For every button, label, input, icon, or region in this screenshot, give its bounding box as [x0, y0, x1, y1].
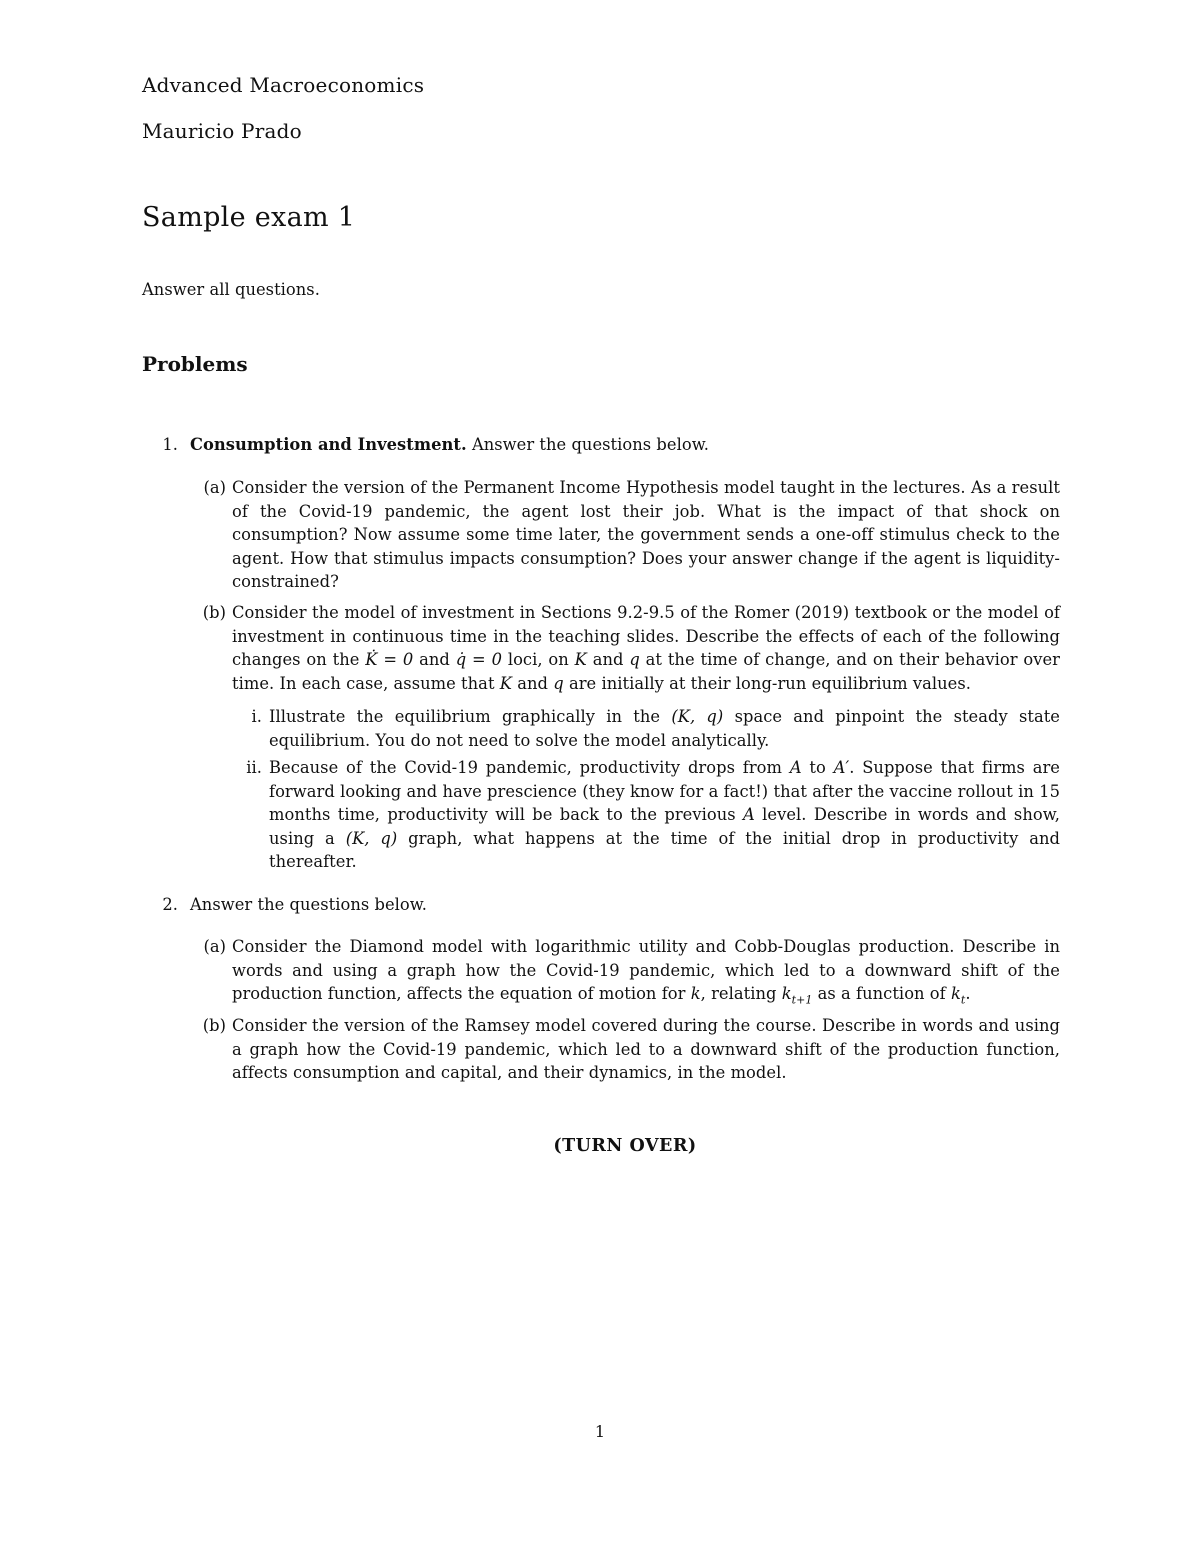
problem-1b-i-text: [269, 705, 1060, 752]
problem-1b-and-2: and: [592, 650, 624, 669]
problem-1b-ii-text: [269, 756, 1060, 874]
var-q: q: [629, 650, 640, 669]
course-name: Advanced Macroeconomics: [142, 73, 425, 97]
problem-2a-text-3: as a function of: [817, 984, 946, 1003]
problem-2a-text: [232, 935, 1060, 1012]
var-k-t-plus-1: [781, 984, 813, 1007]
problem-2a-label: (a): [203, 937, 226, 956]
page-number: 1: [594, 1422, 606, 1441]
problem-1a-label: (a): [203, 478, 226, 497]
problem-1b-ii-text-3: level. Describe in words and show, using a: [269, 805, 1060, 848]
instructions: Answer all questions.: [142, 280, 320, 299]
problem-1-title: Consumption and Investment.: [190, 435, 467, 454]
problem-2b-text: Consider the version of the Ramsey model covered during the course. Describe in words and using a graph how the Covid-19 pandemic, which led to a downward shift of the production function, affects consumption and capital, and their dynamics, in the model.: [232, 1016, 1060, 1082]
var-a: A: [789, 758, 802, 777]
problem-1b-label: (b): [202, 603, 226, 622]
var-k: K: [574, 650, 587, 669]
problem-1b-ii-to: to: [809, 758, 826, 777]
problem-1b-text-3: at the time of change, and on their behavior over time. In each case, assume that: [232, 650, 1060, 693]
problem-1b-ii-text-4: graph, what happens at the time of the initial drop in productivity and thereafter.: [269, 828, 1060, 871]
qdot-equation: q̇ = 0: [455, 650, 502, 669]
subscript-t-plus-1: t+1: [791, 993, 813, 1007]
problem-2-number: 2.: [162, 895, 178, 914]
problem-2a-text-1: Consider the Diamond model with logarithmic utility and Cobb-Douglas production. Describe in words and using a graph how the Covid-19 pandemic, which led to a downward shift of the production function, affects the equation of motion for: [232, 937, 1060, 1003]
problem-1b-i-text-1: Illustrate the equilibrium graphically in the: [269, 707, 661, 726]
problem-1b-and-1: and: [419, 650, 450, 669]
problem-1a-text: Consider the version of the Permanent Income Hypothesis model taught in the lectures. As a result of the Covid-19 pandemic, the agent lost their job. What is the impact of that shock on consumption? Now assume some time later, the government sends a one-off stimulus check to the agent. How that stimulus impacts consumption? Does your answer change if the agent is liquidity-constrained?: [232, 478, 1060, 591]
var-a-prime: A′: [833, 758, 850, 777]
kq-graph: (K, q): [345, 828, 398, 848]
page-title: Sample exam 1: [142, 202, 356, 233]
var-q-2: q: [553, 673, 564, 693]
problem-1-number: 1.: [162, 435, 178, 454]
problem-1b-ii-text-2: . Suppose that firms are forward looking and have prescience (they know for a fact!) that after the vaccine rollout in 15 months time, productivity will be back to the previous: [269, 758, 1060, 824]
author-name: Mauricio Prado: [142, 119, 302, 143]
var-k-small: k: [690, 984, 701, 1003]
var-k-t: [950, 984, 966, 1007]
var-a-2: A: [743, 805, 755, 824]
kq-space: (K, q): [671, 707, 724, 726]
kdot-equation: K̇ = 0: [365, 650, 414, 669]
problem-1b-text-4: are initially at their long-run equilibrium values.: [568, 673, 971, 693]
problem-1b-ii-text-1: Because of the Covid-19 pandemic, productivity drops from: [269, 758, 783, 777]
var-k-t-base: k: [950, 984, 961, 1003]
problem-1b-text: [232, 601, 1060, 695]
problem-2-intro: Answer the questions below.: [190, 895, 428, 914]
problem-1b-ii-label: ii.: [246, 758, 262, 777]
var-k-t1-base: k: [781, 984, 792, 1003]
problem-1-intro: Answer the questions below.: [471, 435, 709, 454]
problem-1b-and-3: and: [517, 673, 548, 693]
section-heading: Problems: [142, 352, 248, 376]
problem-1b-i-text-2: space and pinpoint the steady state equilibrium. You do not need to solve the model analytically.: [269, 707, 1060, 750]
problem-2b-label: (b): [202, 1016, 226, 1035]
var-k-2: K: [499, 673, 512, 693]
turn-over-note: (TURN OVER): [553, 1136, 697, 1156]
problem-1b-text-1: Consider the model of investment in Sections 9.2-9.5 of the Romer (2019) textbook or the model of investment in continuous time in the teaching slides. Describe the effects of each of the following changes on the: [232, 603, 1060, 669]
problem-1b-text-2: loci, on: [507, 650, 569, 669]
problem-1b-i-label: i.: [251, 707, 262, 726]
problem-2a-text-4: .: [965, 984, 971, 1003]
problem-2a-text-2: , relating: [700, 984, 777, 1003]
problem-1-heading: [190, 433, 709, 457]
subscript-t: t: [960, 993, 966, 1007]
